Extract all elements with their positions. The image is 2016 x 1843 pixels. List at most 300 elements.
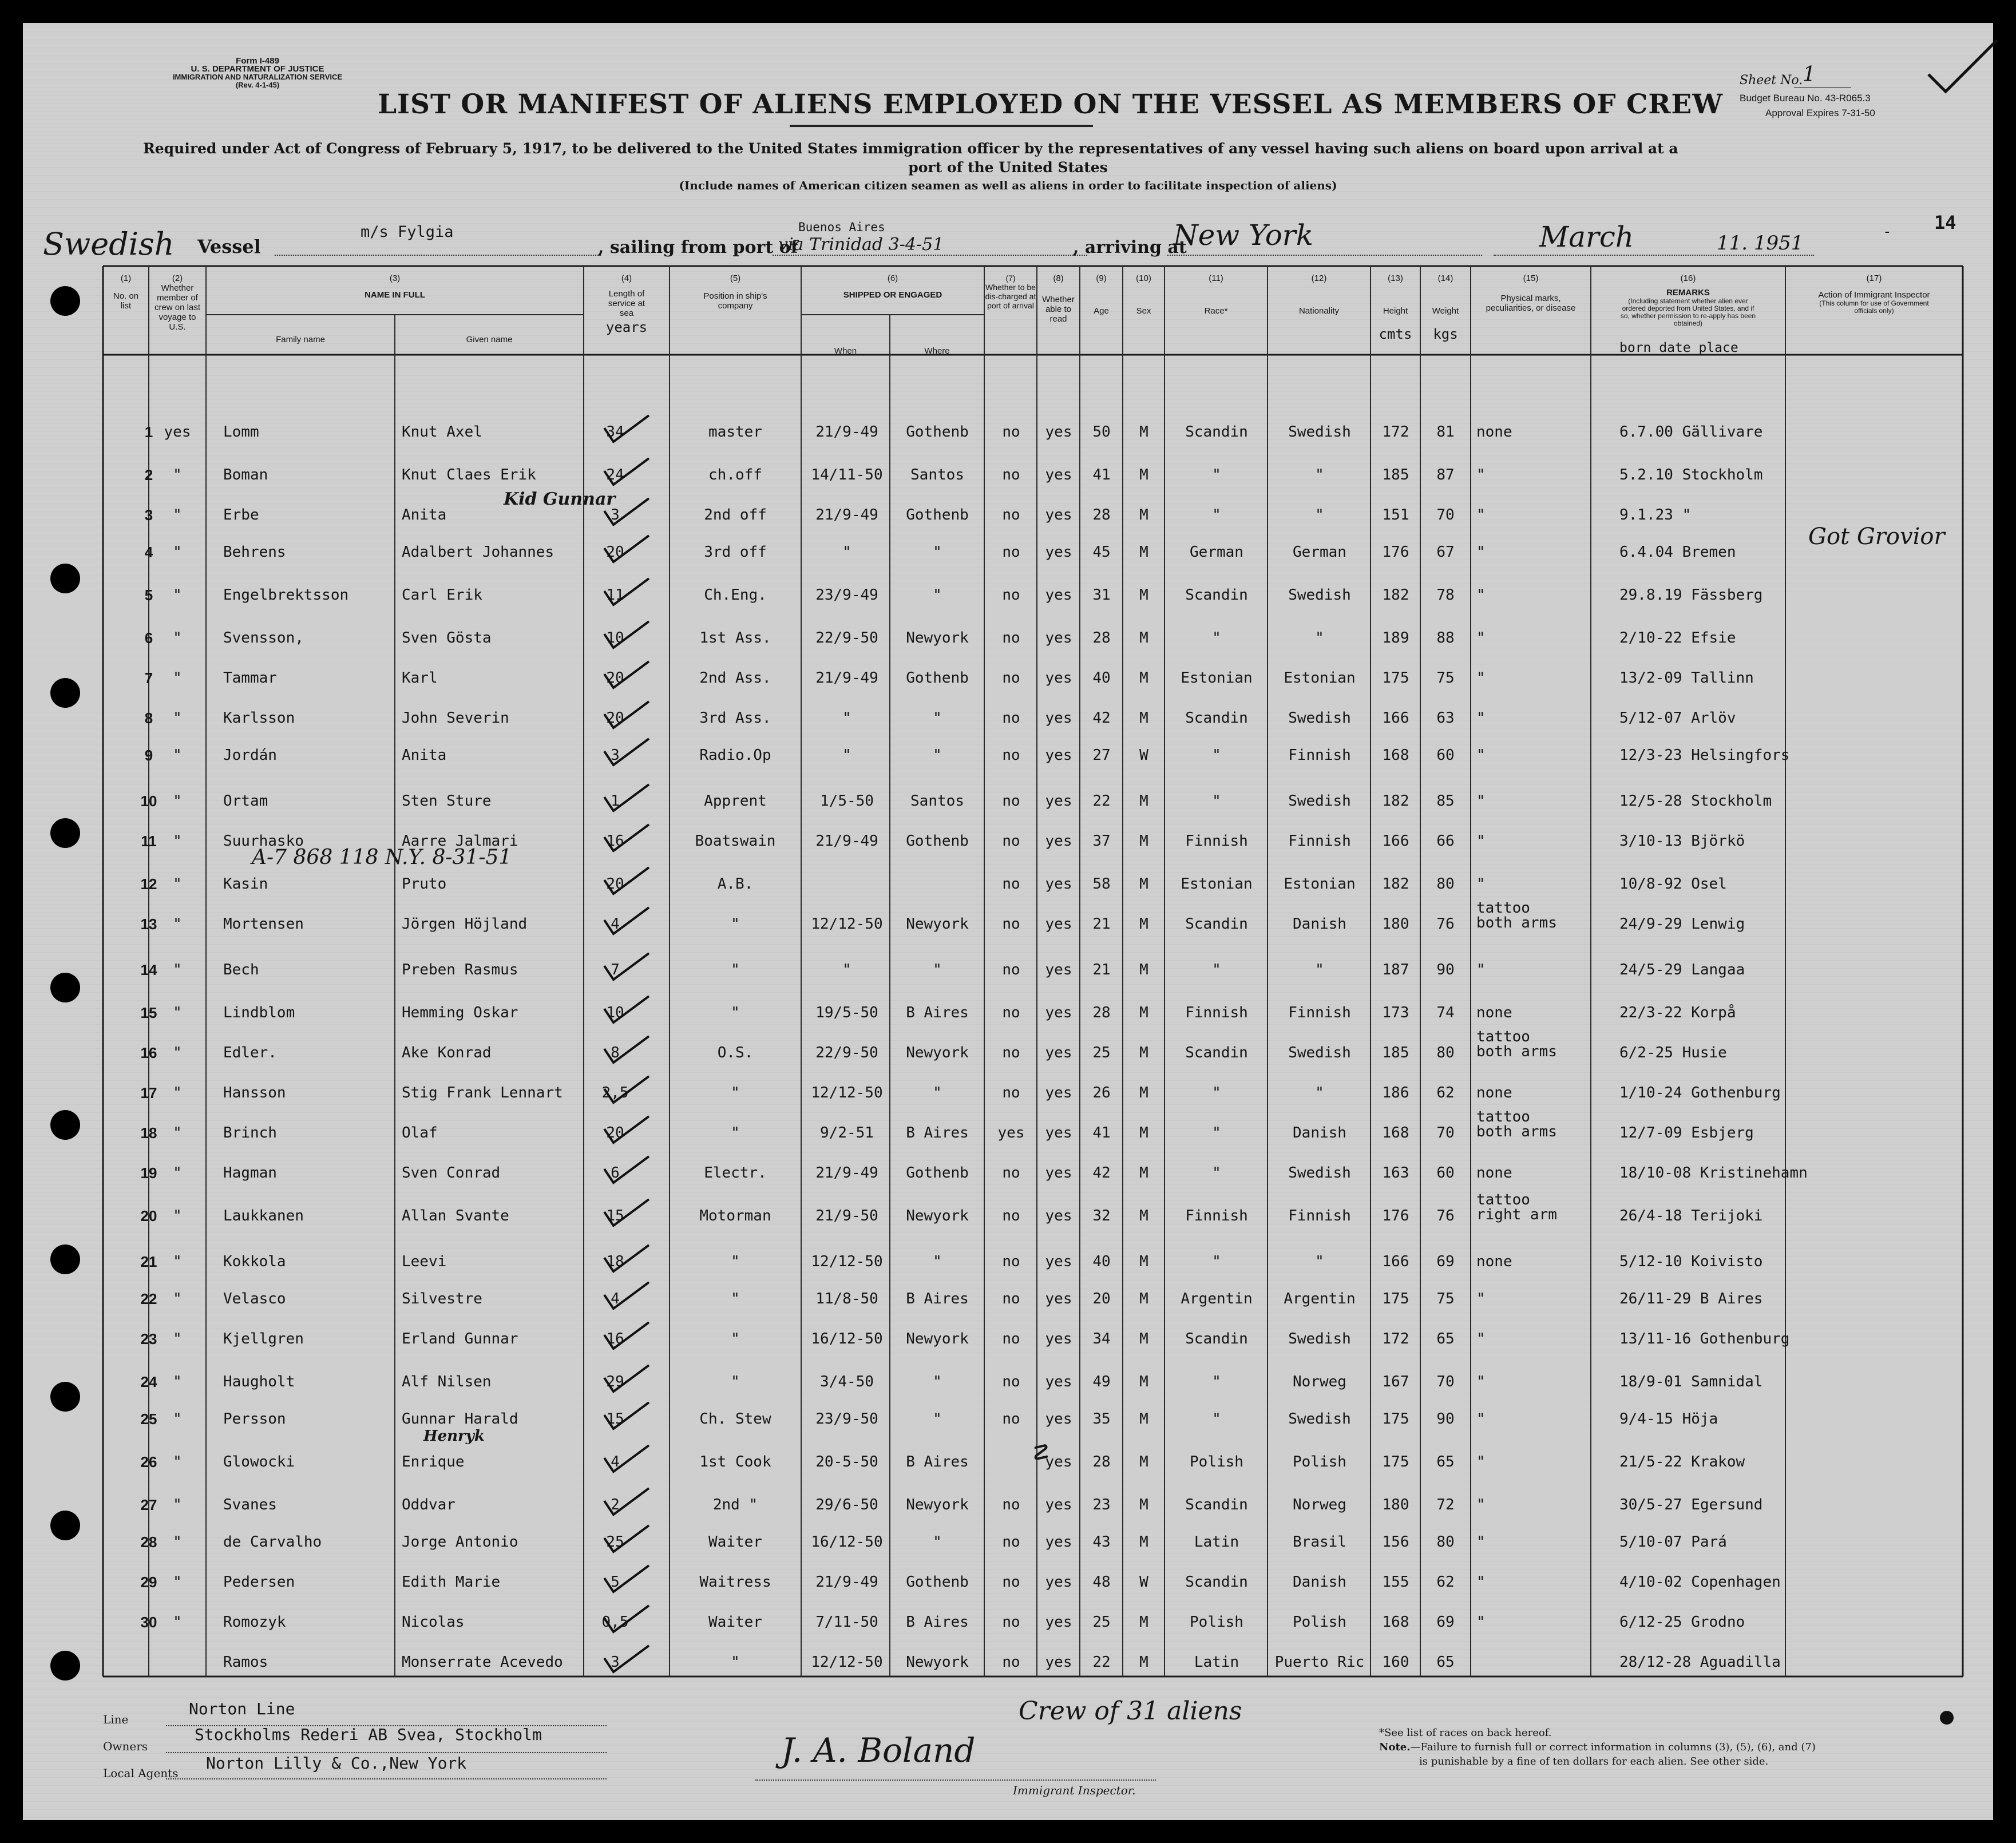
col9-label: Age	[1094, 306, 1109, 316]
able-to-read: yes	[1045, 1496, 1072, 1513]
physical-marks: tattoo both arms	[1476, 1108, 1557, 1140]
shipped-where: Santos	[910, 466, 964, 483]
shipped-when: 21/9-49	[815, 669, 878, 687]
shipped-where: Newyork	[906, 1496, 969, 1513]
prev-voyage: "	[173, 544, 182, 561]
weight: 65	[1436, 1453, 1455, 1471]
position: Waiter	[708, 1533, 762, 1551]
position: Radio.Op	[699, 747, 771, 764]
check-mark-icon	[601, 1073, 652, 1107]
able-to-read: yes	[1045, 1004, 1072, 1021]
remarks: 6.7.00 Gällivare	[1619, 423, 1763, 441]
race: "	[1212, 1164, 1221, 1182]
vessel-flag: Swedish	[43, 226, 175, 262]
check-mark-icon	[601, 698, 652, 732]
age: 26	[1092, 1084, 1111, 1101]
weight: 78	[1436, 586, 1455, 604]
nationality: Danish	[1293, 1574, 1346, 1591]
able-to-read: yes	[1045, 629, 1072, 647]
col16-sublabel: (Including statement whether alien ever ordered deported from United States, and if so, whether permission to re-apply has been obtained)	[1620, 297, 1756, 327]
position: "	[731, 1004, 740, 1021]
fine-note	[1379, 1741, 1816, 1753]
height: 182	[1382, 586, 1409, 604]
able-to-read: yes	[1045, 1614, 1072, 1631]
shipped-when: "	[842, 710, 851, 727]
col16-label: REMARKS	[1666, 288, 1710, 298]
col16-header	[1591, 274, 1785, 327]
sex: M	[1139, 1496, 1148, 1513]
signature-rule	[755, 1779, 1156, 1781]
race: Scandin	[1185, 586, 1248, 604]
shipped-where: "	[933, 961, 942, 978]
sex: M	[1139, 1124, 1148, 1142]
discharge: no	[1002, 747, 1020, 764]
shipped-where: "	[933, 1533, 942, 1551]
service-years: 2	[611, 1496, 620, 1513]
check-mark-icon	[601, 1242, 652, 1276]
height: 185	[1382, 466, 1409, 483]
discharge: no	[1002, 506, 1020, 524]
physical-marks: "	[1476, 833, 1486, 850]
family-name: Kasin	[223, 875, 268, 893]
family-name: Kjellgren	[223, 1330, 304, 1347]
remarks: 18/9-01 Samnidal	[1619, 1373, 1763, 1390]
shipped-when: 21/9-50	[815, 1207, 878, 1224]
weight: 81	[1436, 423, 1455, 441]
shipped-where: B Aires	[906, 1614, 969, 1631]
given-name: Olaf	[402, 1124, 438, 1142]
nationality: Swedish	[1288, 1164, 1351, 1182]
remarks: 9/4-15 Höja	[1619, 1410, 1718, 1428]
sex: M	[1139, 1004, 1148, 1021]
service-years: 10	[606, 1004, 624, 1021]
given-name: Aarre Jalmari	[402, 833, 518, 850]
remarks: 12/5-28 Stockholm	[1619, 792, 1772, 810]
shipped-when: "	[842, 544, 851, 561]
nationality: Danish	[1293, 1124, 1346, 1142]
sex: M	[1139, 1207, 1148, 1224]
height: 187	[1382, 961, 1409, 978]
col4-number: (4)	[621, 274, 632, 283]
shipped-when: 29/6-50	[815, 1496, 878, 1513]
family-name: de Carvalho	[223, 1533, 322, 1551]
check-mark-icon	[601, 781, 652, 815]
shipped-where: "	[933, 1410, 942, 1428]
sex: M	[1139, 961, 1148, 978]
sailing-label: , sailing from port of	[598, 237, 798, 257]
shipped-when: 23/9-50	[815, 1410, 878, 1428]
race: Argentin	[1181, 1290, 1253, 1307]
position: Ch.Eng.	[704, 586, 767, 604]
weight: 90	[1436, 1410, 1455, 1428]
col10-number: (10)	[1136, 274, 1151, 283]
position: 1st Cook	[699, 1453, 771, 1471]
arriving-port: New York	[1173, 219, 1313, 252]
col11-header	[1165, 274, 1268, 316]
row-number: 8	[144, 710, 153, 727]
physical-marks: none	[1476, 1004, 1512, 1021]
given-name: Sven Conrad	[402, 1164, 501, 1182]
position: master	[708, 423, 762, 441]
family-name: Mortensen	[223, 915, 304, 933]
physical-marks: "	[1476, 1614, 1486, 1631]
row-number: 18	[140, 1124, 157, 1142]
shipped-where: B Aires	[906, 1124, 969, 1142]
vessel-name: m/s Fylgia	[361, 223, 454, 241]
weight: 69	[1436, 1614, 1455, 1631]
remarks: 12/7-09 Esbjerg	[1619, 1124, 1754, 1142]
age: 32	[1092, 1207, 1111, 1224]
physical-marks: "	[1476, 961, 1486, 978]
check-mark-icon	[601, 993, 652, 1027]
able-to-read: yes	[1045, 1253, 1072, 1270]
age: 21	[1092, 915, 1111, 933]
able-to-read: yes	[1045, 1574, 1072, 1591]
nationality: "	[1315, 466, 1324, 483]
age: 25	[1092, 1044, 1111, 1061]
age: 58	[1092, 875, 1111, 893]
nationality: Estonian	[1284, 875, 1356, 893]
col12-header	[1268, 274, 1371, 316]
race: "	[1212, 1410, 1221, 1428]
given-name: Jorge Antonio	[402, 1533, 518, 1551]
nationality: Swedish	[1288, 1044, 1351, 1061]
race: "	[1212, 629, 1221, 647]
given-name: Allan Svante	[402, 1207, 509, 1224]
shipped-when: 19/5-50	[815, 1004, 878, 1021]
row-number: 19	[140, 1164, 157, 1182]
sex: M	[1139, 1614, 1148, 1631]
tally-dash: -	[1883, 223, 1892, 240]
remarks: 4/10-02 Copenhagen	[1619, 1574, 1781, 1591]
family-name: Laukkanen	[223, 1207, 304, 1224]
shipped-when: 12/12-50	[811, 915, 883, 933]
discharge: no	[1002, 792, 1020, 810]
remarks: 30/5-27 Egersund	[1619, 1496, 1763, 1513]
race: Scandin	[1185, 915, 1248, 933]
note-text-2: is punishable by a fine of ten dollars for each alien. See other side.	[1419, 1755, 1769, 1767]
weight: 60	[1436, 1164, 1455, 1182]
row-number: 24	[140, 1373, 157, 1390]
remarks: 5/12-10 Koivisto	[1619, 1253, 1763, 1270]
given-name: Monserrate Acevedo	[402, 1654, 563, 1671]
row-number: 30	[140, 1614, 157, 1631]
weight: 70	[1436, 1124, 1455, 1142]
given-name: Anita	[402, 506, 447, 524]
check-mark-icon	[601, 532, 652, 566]
physical-marks: none	[1476, 1084, 1512, 1101]
discharge: no	[1002, 1290, 1020, 1307]
service-years: 20	[606, 544, 624, 561]
discharge: no	[1002, 544, 1020, 561]
able-to-read: yes	[1045, 1453, 1072, 1471]
given-name: John Severin	[402, 710, 509, 727]
col9-header	[1080, 274, 1123, 316]
prev-voyage: yes	[164, 423, 191, 441]
age: 21	[1092, 961, 1111, 978]
service-years: 16	[606, 833, 624, 850]
family-name: Edler.	[223, 1044, 277, 1061]
sex: M	[1139, 792, 1148, 810]
row-number: 13	[140, 915, 157, 933]
able-to-read: yes	[1045, 915, 1072, 933]
check-mark-icon	[601, 1562, 652, 1596]
shipped-when: 21/9-49	[815, 506, 878, 524]
check-mark-icon	[601, 575, 652, 609]
able-to-read: yes	[1045, 586, 1072, 604]
sex: M	[1139, 710, 1148, 727]
able-to-read: yes	[1045, 506, 1072, 524]
position: 3rd off	[704, 544, 767, 561]
prev-voyage: "	[173, 1533, 182, 1551]
family-name: Pedersen	[223, 1574, 295, 1591]
able-to-read: yes	[1045, 961, 1072, 978]
check-mark-icon	[601, 864, 652, 898]
position: Waiter	[708, 1614, 762, 1631]
able-to-read: yes	[1045, 833, 1072, 850]
nationality: Swedish	[1288, 710, 1351, 727]
service-years: 34	[606, 423, 624, 441]
height: 166	[1382, 1253, 1409, 1270]
weight: 70	[1436, 506, 1455, 524]
col7-number: (7)	[1005, 274, 1016, 283]
col17-number: (17)	[1866, 274, 1882, 283]
check-mark-icon	[601, 735, 652, 770]
weight: 65	[1436, 1654, 1455, 1671]
race: Polish	[1190, 1614, 1243, 1631]
physical-marks: "	[1476, 669, 1486, 687]
department: U. S. DEPARTMENT OF JUSTICE	[191, 64, 324, 74]
weight: 80	[1436, 1044, 1455, 1061]
col8-header	[1037, 274, 1080, 324]
family-name: Haugholt	[223, 1373, 295, 1390]
form-number: Form I-489	[236, 56, 279, 66]
given-name: Preben Rasmus	[402, 961, 518, 978]
nationality: Finnish	[1288, 1207, 1351, 1224]
prev-voyage: "	[173, 1290, 182, 1307]
service-years: 4	[611, 915, 620, 933]
family-name: Hagman	[223, 1164, 277, 1182]
weight: 75	[1436, 669, 1455, 687]
race: "	[1212, 1373, 1221, 1390]
able-to-read: yes	[1045, 1330, 1072, 1347]
shipped-where: "	[933, 710, 942, 727]
sex: M	[1139, 1084, 1148, 1101]
sex: M	[1139, 1290, 1148, 1307]
height: 156	[1382, 1533, 1409, 1551]
family-name: Jordán	[223, 747, 277, 764]
height: 172	[1382, 1330, 1409, 1347]
race: Finnish	[1185, 1004, 1248, 1021]
shipped-where: B Aires	[906, 1290, 969, 1307]
position: "	[731, 1330, 740, 1347]
given-name: Ake Konrad	[402, 1044, 492, 1061]
shipped-where: Newyork	[906, 1654, 969, 1671]
nationality: "	[1315, 1084, 1324, 1101]
position: Ch. Stew	[699, 1410, 771, 1428]
shipped-when: "	[842, 961, 851, 978]
shipped-when: 20-5-50	[815, 1453, 878, 1471]
row-number: 20	[140, 1207, 157, 1224]
prev-voyage: "	[173, 1004, 182, 1021]
weight: 66	[1436, 833, 1455, 850]
age: 22	[1092, 1654, 1111, 1671]
row-number: 1	[144, 423, 153, 441]
nationality: Finnish	[1288, 833, 1351, 850]
shipped-when: 16/12-50	[811, 1330, 883, 1347]
age: 42	[1092, 1164, 1111, 1182]
nationality: Finnish	[1288, 747, 1351, 764]
able-to-read: yes	[1045, 747, 1072, 764]
race: Scandin	[1185, 1044, 1248, 1061]
col12-label: Nationality	[1298, 306, 1340, 316]
vessel-label: Vessel	[197, 236, 261, 257]
shipped-where: "	[933, 1084, 942, 1101]
row-number: 28	[140, 1533, 157, 1551]
sex: M	[1139, 1330, 1148, 1347]
discharge: no	[1002, 1164, 1020, 1182]
sex: M	[1139, 833, 1148, 850]
family-name: Lomm	[223, 423, 259, 441]
age: 41	[1092, 466, 1111, 483]
physical-marks: "	[1476, 544, 1486, 561]
service-years: 24	[606, 466, 624, 483]
agents-value: Norton Lilly & Co.,New York	[206, 1754, 467, 1773]
discharge: no	[1002, 1330, 1020, 1347]
family-name: Brinch	[223, 1124, 277, 1142]
physical-marks: "	[1476, 710, 1486, 727]
remarks: 21/5-22 Krakow	[1619, 1453, 1745, 1471]
shipped-where: Newyork	[906, 1330, 969, 1347]
row26-handwritten-note: Henryk	[423, 1428, 485, 1445]
family-name: Tammar	[223, 669, 277, 687]
col3-number: (3)	[389, 274, 401, 283]
position: "	[731, 1124, 740, 1142]
col17-sublabel: (This column for use of Government officials only)	[1819, 299, 1929, 315]
remarks: 29.8.19 Fässberg	[1619, 586, 1763, 604]
discharge: no	[1002, 1654, 1020, 1671]
service: IMMIGRATION AND NATURALIZATION SERVICE	[172, 73, 343, 81]
height: 160	[1382, 1654, 1409, 1671]
shipped-where: "	[933, 1373, 942, 1390]
remarks: 6.4.04 Bremen	[1619, 544, 1736, 561]
owners-label: Owners	[103, 1739, 148, 1753]
remarks: 3/10-13 Björkö	[1619, 833, 1745, 850]
physical-marks: "	[1476, 1373, 1486, 1390]
col4-unit: years	[605, 319, 648, 335]
height: 180	[1382, 1496, 1409, 1513]
sex: M	[1139, 1453, 1148, 1471]
check-mark-icon	[601, 658, 652, 692]
remarks: 26/11-29 B Aires	[1619, 1290, 1763, 1307]
shipped-when: 21/9-49	[815, 1574, 878, 1591]
height: 180	[1382, 915, 1409, 933]
shipped-where: Newyork	[906, 629, 969, 647]
service-years: 1	[611, 792, 620, 810]
physical-marks: "	[1476, 1453, 1486, 1471]
service-years: 20	[606, 669, 624, 687]
position: "	[731, 1654, 740, 1671]
shipped-when: 22/9-50	[815, 629, 878, 647]
remarks: 18/10-08 Kristinehamn	[1619, 1164, 1808, 1182]
row-number: 29	[140, 1574, 157, 1591]
col16-unit: born date place	[1619, 340, 1738, 355]
service-years: 11	[606, 586, 624, 604]
col14-header	[1420, 274, 1471, 342]
shipped-when: 14/11-50	[811, 466, 883, 483]
row-number: 12	[140, 875, 157, 893]
shipped-when: 21/9-49	[815, 833, 878, 850]
inspector-label: Immigrant Inspector.	[1013, 1783, 1136, 1797]
given-name: Oddvar	[402, 1496, 456, 1513]
remarks: 2/10-22 Efsie	[1619, 629, 1736, 647]
col14-label: Weight	[1432, 306, 1459, 316]
race: Finnish	[1185, 1207, 1248, 1224]
col6-header	[801, 274, 984, 300]
sailing-port-handwritten: via Trinidad 3-4-51	[778, 235, 944, 255]
col13-header	[1371, 274, 1420, 342]
family-name: Engelbrektsson	[223, 586, 349, 604]
prev-voyage: "	[173, 1373, 182, 1390]
prev-voyage: "	[173, 792, 182, 810]
remarks: 1/10-24 Gothenburg	[1619, 1084, 1781, 1101]
shipped-where: "	[933, 586, 942, 604]
col1-header	[103, 274, 149, 311]
remarks: 24/9-29 Lenwig	[1619, 915, 1745, 933]
height: 166	[1382, 833, 1409, 850]
able-to-read: yes	[1045, 875, 1072, 893]
able-to-read: yes	[1045, 1044, 1072, 1061]
position: Electr.	[704, 1164, 767, 1182]
prev-voyage: "	[173, 1453, 182, 1471]
col3-header	[206, 274, 584, 300]
shipped-where: B Aires	[906, 1004, 969, 1021]
physical-marks: "	[1476, 1330, 1486, 1347]
check-mark-icon	[601, 1033, 652, 1067]
owners-rule	[166, 1752, 607, 1753]
nationality: Polish	[1293, 1453, 1346, 1471]
able-to-read: yes	[1045, 466, 1072, 483]
able-to-read: yes	[1045, 1164, 1072, 1182]
sex: M	[1139, 544, 1148, 561]
service-years: 3	[611, 747, 620, 764]
prev-voyage: "	[173, 1084, 182, 1101]
shipped-where: Gothenb	[906, 423, 969, 441]
col8-label: Whether able to read	[1042, 295, 1075, 324]
prev-voyage: "	[173, 1614, 182, 1631]
remarks: 10/8-92 Osel	[1619, 875, 1727, 893]
race-note: *See list of races on back hereof.	[1379, 1727, 1552, 1739]
weight: 69	[1436, 1253, 1455, 1270]
age: 28	[1092, 1004, 1111, 1021]
prev-voyage: "	[173, 629, 182, 647]
given-name: Anita	[402, 747, 447, 764]
service-years: 29	[606, 1373, 624, 1390]
col1-label: No. on list	[113, 291, 139, 311]
check-mark-icon	[601, 1399, 652, 1433]
position: "	[731, 1373, 740, 1390]
nationality: "	[1315, 1253, 1324, 1270]
shipped-when: 16/12-50	[811, 1533, 883, 1551]
row-number: 15	[140, 1004, 157, 1021]
discharge: no	[1002, 1004, 1020, 1021]
service-years: 16	[606, 1330, 624, 1347]
age: 48	[1092, 1574, 1111, 1591]
weight: 76	[1436, 1207, 1455, 1224]
able-to-read: yes	[1045, 1124, 1072, 1142]
check-mark-icon	[601, 1279, 652, 1313]
weight: 90	[1436, 961, 1455, 978]
